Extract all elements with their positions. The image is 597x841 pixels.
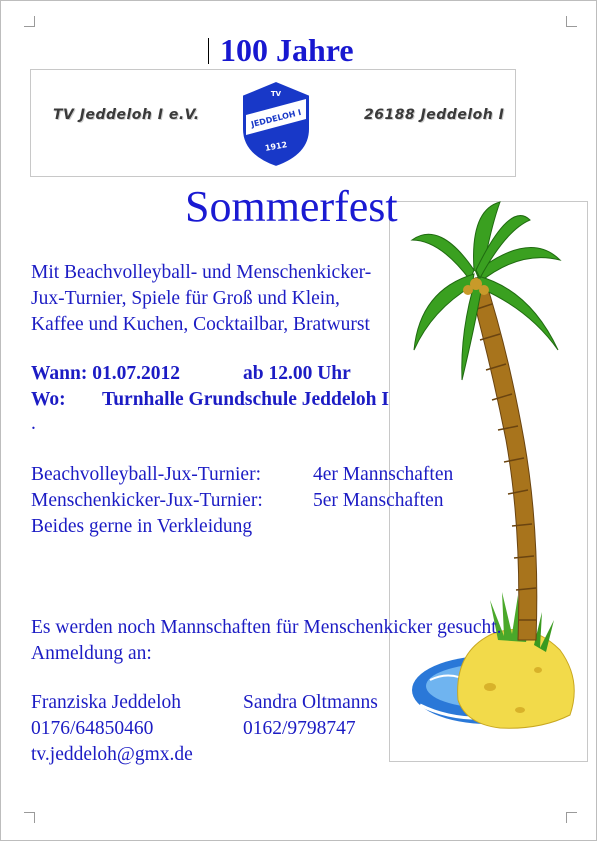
tournament-name: Beachvolleyball-Jux-Turnier: (31, 464, 261, 485)
crest-name: JEDDELOH I (250, 107, 303, 130)
intro-line-3: Kaffee und Kuchen, Cocktailbar, Bratwurst (31, 314, 370, 335)
intro-line-2: Jux-Turnier, Spiele für Groß und Klein, (31, 288, 340, 309)
when-date: 01.07.2012 (92, 363, 180, 384)
tournament-teams: 5er Manschaften (313, 490, 444, 511)
where-place: Turnhalle Grundschule Jeddeloh I (102, 389, 389, 410)
text-cursor (208, 38, 209, 64)
crest-year: 1912 (264, 140, 288, 153)
search-note: Es werden noch Mannschaften für Menschenkicker gesucht. (31, 617, 502, 638)
contact-name: Sandra Oltmanns (243, 692, 378, 713)
registration-label: Anmeldung an: (31, 643, 152, 664)
crop-mark-top-right (566, 16, 577, 27)
club-crest-icon (238, 77, 314, 169)
when-time: ab 12.00 Uhr (243, 363, 351, 384)
crop-mark-bottom-right (566, 812, 577, 823)
when-row (31, 361, 351, 387)
crest-tv: TV (270, 90, 282, 98)
intro-line-1: Mit Beachvolleyball- und Menschenkicker- (31, 262, 372, 283)
tournament-row (31, 462, 454, 488)
crop-mark-top-left (24, 16, 35, 27)
costume-note: Beides gerne in Verkleidung (31, 516, 253, 537)
where-label: Wo: (31, 389, 66, 410)
crop-mark-bottom-left (24, 812, 35, 823)
event-heading: Sommerfest (185, 182, 398, 231)
tournament-row (31, 488, 444, 514)
contact-phone: 0176/64850460 (31, 718, 154, 739)
tournament-teams: 4er Mannschaften (313, 464, 454, 485)
dot-line: . (31, 413, 36, 434)
tournament-name: Menschenkicker-Jux-Turnier: (31, 490, 263, 511)
contact-names-row (31, 690, 378, 716)
contact-phone: 0162/9798747 (243, 718, 356, 739)
where-row (31, 387, 389, 413)
club-name: TV Jeddeloh I e.V. (53, 107, 200, 123)
when-label: Wann: (31, 363, 88, 384)
page-title: 100 Jahre (220, 32, 354, 68)
header-banner[interactable] (30, 69, 516, 177)
contact-name: Franziska Jeddeloh (31, 692, 182, 713)
contact-phones-row (31, 716, 356, 742)
club-postcode: 26188 Jeddeloh I (364, 107, 505, 123)
contact-email[interactable]: tv.jeddeloh@gmx.de (31, 744, 193, 765)
